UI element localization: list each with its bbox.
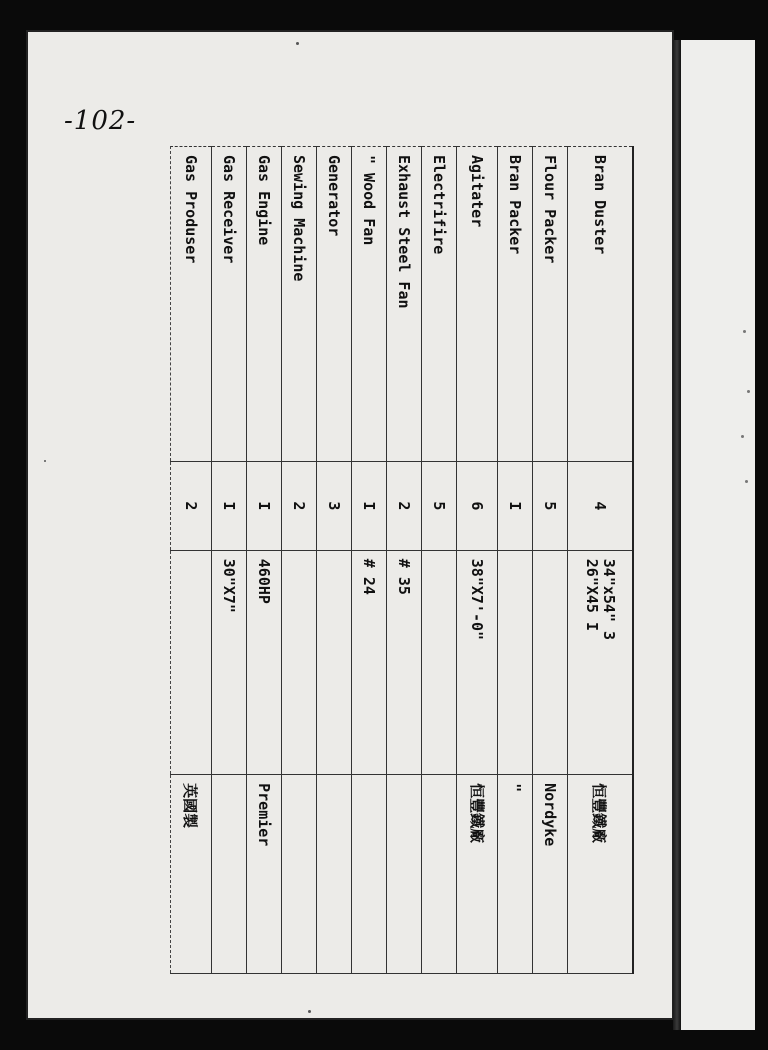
table-row bbox=[351, 147, 386, 974]
item-cell: " Wood Fan bbox=[351, 147, 386, 462]
item-cell: Exhaust Steel Fan bbox=[387, 147, 422, 462]
item-cell: Bran Packer bbox=[497, 147, 532, 462]
rotated-table-container bbox=[170, 146, 634, 974]
spec-cell: # 24 bbox=[351, 550, 386, 774]
table-row bbox=[211, 147, 246, 974]
quantity-cell: 2 bbox=[281, 462, 316, 551]
table-row bbox=[387, 147, 422, 974]
spec-cell bbox=[316, 550, 351, 774]
maker-cell bbox=[316, 775, 351, 974]
table-row bbox=[281, 147, 316, 974]
page-number: -102- bbox=[64, 106, 137, 136]
item-cell: Bran Duster bbox=[567, 147, 633, 462]
item-cell: Generator bbox=[316, 147, 351, 462]
quantity-cell: 2 bbox=[387, 462, 422, 551]
spec-cell: 460HP bbox=[246, 550, 281, 774]
maker-cell: 恒豐鐵廠 bbox=[457, 775, 498, 974]
spec-line-2: 26"X45 I bbox=[582, 558, 601, 632]
adjacent-page bbox=[681, 40, 755, 1030]
quantity-cell: 5 bbox=[532, 462, 567, 551]
table-row bbox=[497, 147, 532, 974]
item-cell: Gas Produser bbox=[171, 147, 212, 462]
spec-cell: 38"X7'-0" bbox=[457, 550, 498, 774]
quantity-cell: I bbox=[246, 462, 281, 551]
inventory-table-wrapper bbox=[170, 146, 634, 974]
book-spine bbox=[673, 40, 681, 1030]
item-cell: Flour Packer bbox=[532, 147, 567, 462]
spec-cell bbox=[171, 550, 212, 774]
maker-cell: Premier bbox=[246, 775, 281, 974]
quantity-cell: 4 bbox=[567, 462, 633, 551]
document-page bbox=[26, 30, 674, 1020]
table-row bbox=[316, 147, 351, 974]
quantity-cell: I bbox=[497, 462, 532, 551]
item-cell: Electrifire bbox=[422, 147, 457, 462]
spec-cell bbox=[532, 550, 567, 774]
scan-speck bbox=[743, 330, 746, 333]
maker-cell bbox=[211, 775, 246, 974]
spec-cell bbox=[281, 550, 316, 774]
scan-speck bbox=[741, 435, 744, 438]
table-row bbox=[246, 147, 281, 974]
spec-cell bbox=[567, 550, 633, 774]
item-cell: Gas Receiver bbox=[211, 147, 246, 462]
scan-speck bbox=[745, 480, 748, 483]
spec-cell bbox=[422, 550, 457, 774]
item-cell: Sewing Machine bbox=[281, 147, 316, 462]
quantity-cell: I bbox=[351, 462, 386, 551]
maker-cell: " bbox=[497, 775, 532, 974]
maker-cell: 恒豐鐵廠 bbox=[567, 775, 633, 974]
inventory-table bbox=[170, 146, 634, 974]
scan-speck bbox=[44, 460, 46, 462]
table-row bbox=[171, 147, 212, 974]
item-cell: Agitater bbox=[457, 147, 498, 462]
maker-cell bbox=[387, 775, 422, 974]
spec-cell: # 35 bbox=[387, 550, 422, 774]
quantity-cell: 5 bbox=[422, 462, 457, 551]
item-cell: Gas Engine bbox=[246, 147, 281, 462]
table-row bbox=[532, 147, 567, 974]
table-row bbox=[457, 147, 498, 974]
scan-speck bbox=[296, 42, 299, 45]
table-row bbox=[422, 147, 457, 974]
scan-speck bbox=[308, 1010, 311, 1013]
quantity-cell: 3 bbox=[316, 462, 351, 551]
quantity-cell: 2 bbox=[171, 462, 212, 551]
maker-cell bbox=[422, 775, 457, 974]
maker-cell: Nordyke bbox=[532, 775, 567, 974]
quantity-cell: I bbox=[211, 462, 246, 551]
maker-cell: 英國製 bbox=[171, 775, 212, 974]
maker-cell bbox=[351, 775, 386, 974]
scan-speck bbox=[747, 390, 750, 393]
maker-cell bbox=[281, 775, 316, 974]
quantity-cell: 6 bbox=[457, 462, 498, 551]
spec-cell: 30"X7" bbox=[211, 550, 246, 774]
spec-cell bbox=[497, 550, 532, 774]
spec-line-1: 34"x54" 3 bbox=[599, 558, 618, 641]
table-row bbox=[567, 147, 633, 974]
